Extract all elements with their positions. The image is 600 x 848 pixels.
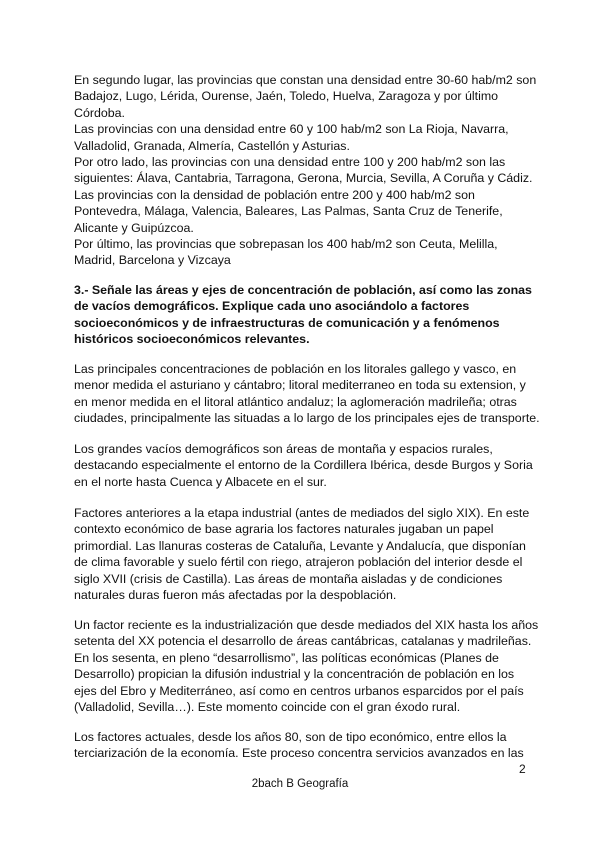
text-line: de clima favorable y suelo fértil con riego, atrajeron población del interior desde el: [74, 555, 523, 570]
text-line: ciudades, principalmente las situadas a lo largo de los principales ejes de transporte.: [74, 411, 540, 426]
heading-line: socioeconómicos y de infraestructuras de comunicación y a fenómenos: [74, 315, 500, 330]
text-line: naturales duras fueron más afectadas por la despoblación.: [74, 588, 397, 603]
text-line: Las provincias con la densidad de población entre 200 y 400 hab/m2 son: [74, 187, 475, 202]
text-line: siglo XVII (crisis de Castilla). Las áreas de montaña aisladas y de condiciones: [74, 571, 503, 586]
text-line: Por otro lado, las provincias con una densidad entre 100 y 200 hab/m2 son las: [74, 155, 506, 170]
paragraph-current-factors: [74, 729, 534, 762]
text-line: En los sesenta, en pleno “desarrollismo”, las políticas económicas (Planes de: [74, 650, 499, 665]
text-line: Madrid, Barcelona y Vizcaya: [74, 253, 231, 268]
text-line: en el norte hasta Cuenca y Albacete en el sur.: [74, 474, 327, 489]
text-line: primordial. Las llanuras costeras de Cataluña, Levante y Andalucía, que disponían: [74, 538, 526, 553]
text-line: Badajoz, Lugo, Lérida, Ourense, Jaén, Toledo, Huelva, Zaragoza y por último: [74, 89, 499, 104]
heading-line: 3.- Señale las áreas y ejes de concentración de población, así como las zonas: [74, 283, 532, 297]
text-line: Alicante y Guipúzcoa.: [74, 220, 194, 235]
text-line: Las provincias con una densidad entre 60 y 100 hab/m2 son La Rioja, Navarra,: [74, 122, 509, 137]
paragraph-concentrations: [74, 361, 540, 427]
text-line: destacando especialmente el entorno de la Cordillera Ibérica, desde Burgos y Soria: [74, 458, 533, 473]
paragraph-empty-areas: [74, 441, 534, 490]
heading-line: de vacíos demográficos. Explique cada uno asociándolo a factores: [74, 299, 470, 314]
text-line: setenta del XX potencia el desarrollo de áreas cantábricas, catalanas y madrileñas.: [74, 634, 532, 649]
text-line: menor medida el asturiano y cántabro; litoral mediterraneo en toda su extension, y: [74, 378, 526, 393]
heading-line: históricos socioeconómicos relevantes.: [74, 332, 310, 347]
text-line: terciarización de la economía. Este proceso concentra servicios avanzados en las: [74, 746, 524, 761]
text-line: Por último, las provincias que sobrepasan los 400 hab/m2 son Ceuta, Melilla,: [74, 237, 498, 252]
text-line: (Valladolid, Sevilla…). Este momento coincide con el gran éxodo rural.: [74, 700, 461, 715]
page-number: 2: [519, 762, 526, 776]
paragraph-preindustrial-factors: [74, 505, 534, 603]
question-heading: [74, 282, 534, 348]
text-line: Las principales concentraciones de población en los litorales gallego y vasco, en: [74, 362, 517, 376]
text-line: Un factor reciente es la industrialización que desde mediados del XIX hasta los años: [74, 618, 539, 632]
text-line: Los grandes vacíos demográficos son áreas de montaña y espacios rurales,: [74, 442, 493, 456]
text-line: Desarrollo) propician la difusión industrial y la concentración de población en los: [74, 667, 515, 682]
text-line: Valladolid, Granada, Almería, Castellón y Asturias.: [74, 138, 350, 153]
text-line: ejes del Ebro y Mediterráneo, así como en centros urbanos esparcidos por el país: [74, 683, 524, 698]
text-line: Pontevedra, Málaga, Valencia, Baleares, Las Palmas, Santa Cruz de Tenerife,: [74, 204, 503, 219]
intro-paragraph: [74, 72, 537, 269]
page-footer: 2bach B Geografía: [251, 778, 349, 790]
text-line: En segundo lugar, las provincias que constan una densidad entre 30-60 hab/m2 son: [74, 73, 537, 87]
text-line: Factores anteriores a la etapa industrial (antes de mediados del siglo XIX). En este: [74, 506, 530, 520]
text-line: en menor medida en el litoral atlántico andaluz; la aglomeración madrileña; otras: [74, 394, 517, 409]
text-line: Los factores actuales, desde los años 80, son de tipo económico, entre ellos la: [74, 730, 507, 744]
text-line: Córdoba.: [74, 105, 125, 120]
text-line: contexto económico de base agraria los factores naturales jugaban un papel: [74, 522, 494, 537]
paragraph-industrialization: [74, 617, 539, 715]
text-line: siguientes: Álava, Cantabria, Tarragona, Gerona, Murcia, Sevilla, A Coruña y Cádiz.: [74, 171, 533, 186]
